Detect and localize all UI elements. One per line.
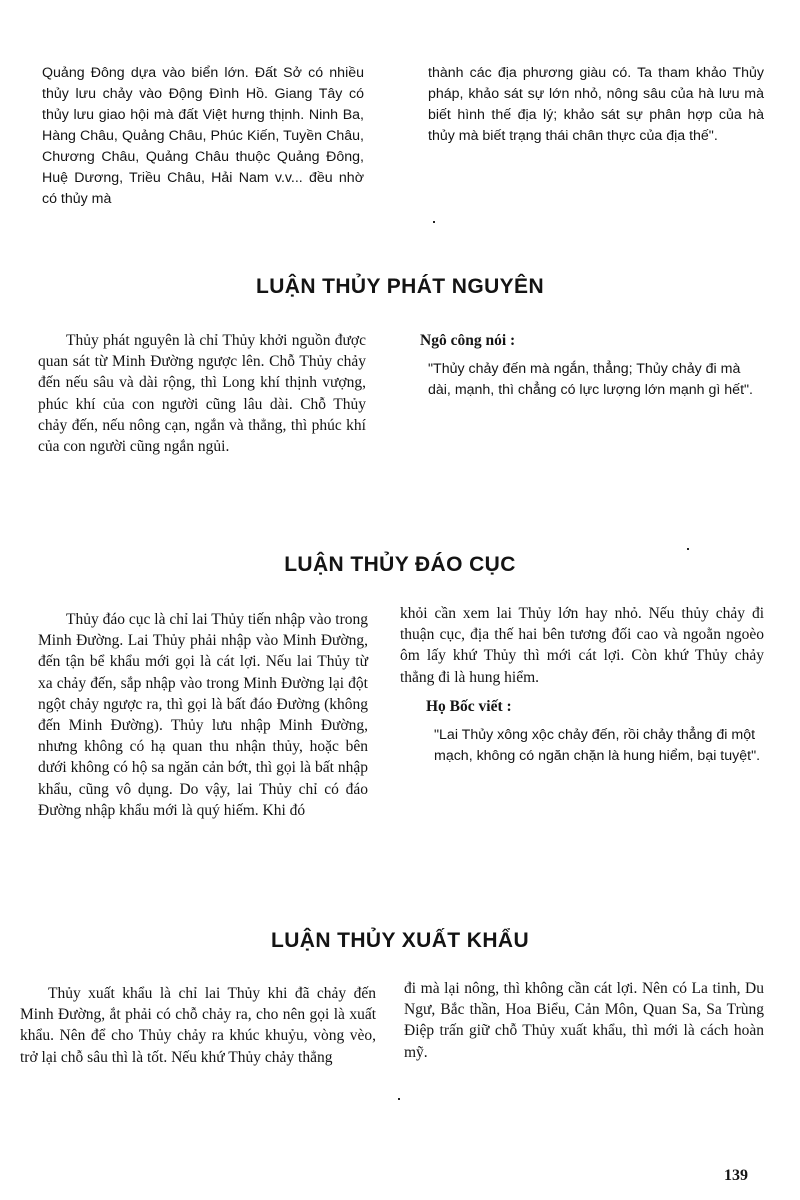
section2-right-paragraph: khỏi cần xem lai Thủy lớn hay nhỏ. Nếu thủy chảy đi thuận cục, địa thế hai bên tương đối cao và ngoằn ngoèo ôm lấy khứ Thủy thì mới cát lợi. Còn khứ Thủy chảy thẳng đi là hung hiểm. (400, 605, 764, 686)
scan-speck (433, 221, 435, 223)
scan-speck (687, 548, 689, 550)
section2-left-column (38, 609, 368, 821)
section3-left-column (20, 983, 376, 1068)
section3-right-column (404, 978, 764, 1063)
top-right-paragraph: thành các địa phương giàu có. Ta tham khảo Thủy pháp, khảo sát sự lớn nhỏ, nông sâu của hà lưu mà biết hình thế địa lý; khảo sát sự phân hợp của hà thủy mà biết trạng thái chân thực của địa thế". (428, 65, 764, 144)
top-left-paragraph: Quảng Đông dựa vào biển lớn. Đất Sở có nhiều thủy lưu chảy vào Động Đình Hồ. Giang Tây có thủy lưu giao hội mà đất Việt hưng thịnh. Ninh Ba, Hàng Châu, Quảng Châu, Phúc Kiến, Tuyền Châu, Chương Châu, Quảng Châu thuộc Quảng Đông, Huệ Dương, Triều Châu, Hải Nam v.v... đều nhờ có thủy mà (42, 65, 364, 207)
section-heading-thuy-phat-nguyen: LUẬN THỦY PHÁT NGUYÊN (255, 275, 545, 298)
section1-quote-intro: Ngô công nói : (420, 332, 516, 349)
section3-left-paragraph: Thủy xuất khẩu là chỉ lai Thủy khi đã chảy đến Minh Đường, ắt phải có chỗ chảy ra, cho nên gọi là xuất khẩu. Nên để cho Thủy chảy ra khúc khuỷu, vòng vèo, trở lại chỗ sâu thì là tốt. Nếu khứ Thủy chảy thẳng (20, 985, 376, 1066)
section1-left-column (38, 330, 366, 457)
section1-left-paragraph: Thủy phát nguyên là chỉ Thủy khởi nguồn được quan sát từ Minh Đường ngược lên. Chỗ Thủy chảy đến nếu sâu và dài rộng, thì Long khí thịnh vượng, phúc khí của con người cũng lâu dài. Chỗ Thủy chảy đến, nếu nông cạn, ngắn và thẳng, thì phúc khí của con người cũng ngắn ngủi. (38, 332, 366, 456)
page-number: 139 (724, 1167, 748, 1184)
section2-quote: "Lai Thủy xông xộc chảy đến, rồi chảy thẳng đi một mạch, không có ngăn chặn là hung hiểm, bại tuyệt". (434, 726, 761, 764)
top-right-column (428, 63, 764, 147)
section3-right-paragraph: đi mà lại nông, thì không cần cát lợi. Nên có La tinh, Du Ngư, Bắc thần, Hoa Biểu, Cản Môn, Quan Sa, Sa Trùng Điệp trấn giữ chỗ Thủy xuất khẩu, thì mới là cách hoàn mỹ. (404, 980, 764, 1061)
section2-right-column (400, 603, 764, 767)
section2-left-paragraph: Thủy đáo cục là chỉ lai Thủy tiến nhập vào trong Minh Đường. Lai Thủy phải nhập vào Minh Đường, đến tận bể khẩu mới gọi là cát lợi. Nếu lai Thủy từ xa chảy đến, sắp nhập vào trong Minh Đường lại đột ngột chảy ngược ra, thì gọi là bất đáo Đường (không đến Minh Đường). Thủy lưu nhập Minh Đường, nhưng không có hạ quan thu nhận thủy, hoặc bên dưới không có hộ sa ngăn cản bớt, thì gọi là bất nhập khẩu, cũng vô dụng. Do vậy, lai Thủy chỉ có đáo Đường nhập khẩu mới là quý hiếm. Khi đó (38, 611, 368, 819)
section-heading-thuy-dao-cuc: LUẬN THỦY ĐÁO CỤC (284, 553, 516, 576)
section2-quote-intro: Họ Bốc viết : (426, 697, 512, 715)
section2-quote-block (426, 696, 764, 767)
section1-quote: "Thủy chảy đến mà ngắn, thẳng; Thủy chảy đi mà dài, mạnh, thì chẳng có lực lượng lớn mạnh gì hết". (428, 361, 753, 398)
section-heading-thuy-xuat-khau: LUẬN THỦY XUẤT KHẨU (270, 929, 530, 952)
section1-right-column (420, 330, 765, 401)
top-left-column (42, 63, 364, 210)
scan-speck (398, 1098, 400, 1100)
